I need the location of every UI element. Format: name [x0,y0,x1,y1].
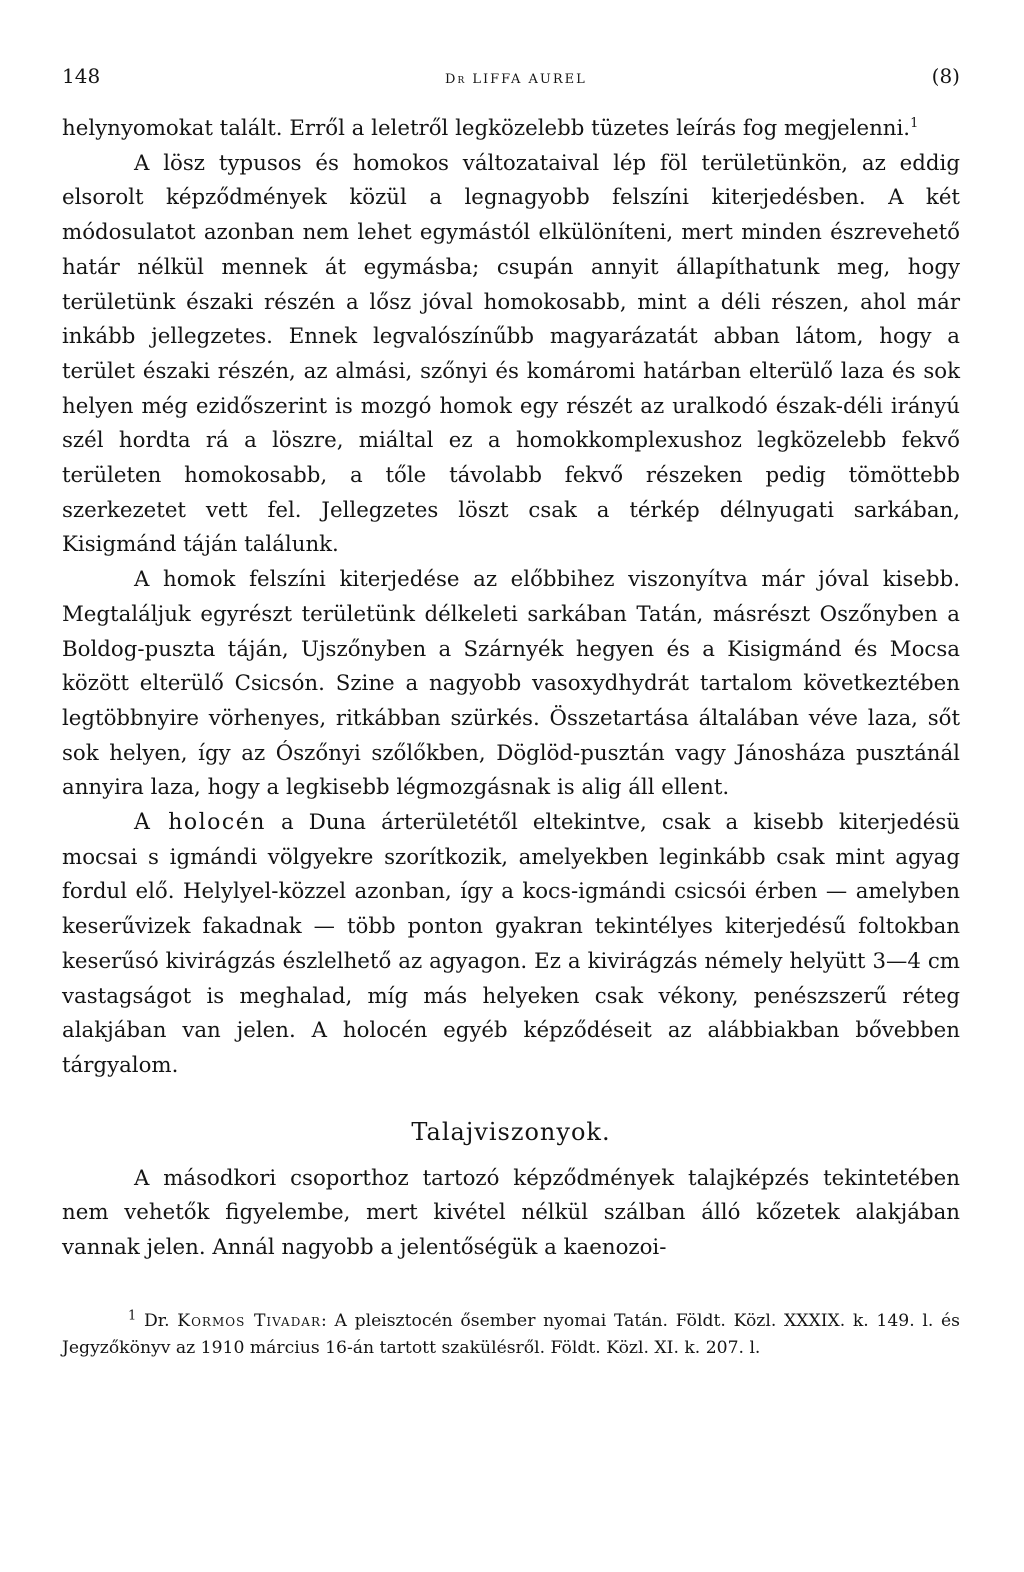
page-number: 148 [62,64,101,88]
page-header [62,58,960,94]
section-paragraph: A másodkori csoporthoz tartozó képződmények talajképzés tekintetében nem vehetők figyelembe, mert kivétel nélkül szálban álló kőzetek alakjában vannak jelen. Annál nagyobb a jelentőségük a kaenozoi- [62,1165,960,1261]
book-page [62,58,960,1538]
paragraph-1-text: helynyomokat talált. Erről a leletről legközelebb tüzetes leírás fog megjelenni. [62,116,911,141]
footnote-marker: 1 [128,1308,137,1324]
section-number: (8) [931,64,960,88]
body-text [62,112,960,1266]
footnote-text: : A pleisztocén ősember nyomai Tatán. Földt. Közl. XXXIX. k. 149. l. és Jegyzőkönyv az 1910 március 16-án tartott szakülésről. Földt. Közl. XI. k. 207. l. [62,1310,960,1358]
paragraph-1 [62,112,960,147]
paragraph-3: A homok felszíni kiterjedése az előbbihez viszonyítva már jóval kisebb. Megtaláljuk egyrészt területünk délkeleti sarkában Tatán, másrészt Oszőnyben a Boldog-puszta táján, Ujszőnyben a Szárnyék hegyen és a Kisigmánd és Mocsa között elterülő Csicsón. Szine a nagyobb vasoxydhydrát tartalom következtében legtöbbnyire vörhenyes, ritkábban szürkés. Összetartása általában véve laza, sőt sok helyen, így az Ószőnyi szőlőkben, Döglöd-pusztán vagy Jánosháza pusztánál annyira laza, hogy a legkisebb légmozgásnak is alig áll ellent. [62,567,960,801]
paragraph-4-text: a Duna árterületétől eltekintve, csak a kisebb kiterjedésü mocsai s igmándi völgyekre szorítkozik, amelyekben leginkább csak mint agyag fordul elő. Helylyel-közzel azonban, így a kocs-igmándi csicsói érben — amelyben keserűvizek fakadnak — több ponton gyakran tekintélyes kiterjedésű foltokban keserűsó kivirágzás észlelhető az agyagon. Ez a kivirágzás némely helyütt 3—4 cm vastagságot is meghalad, míg más helyeken csak vékony, penészszerű réteg alakjában van jelen. A holocén egyéb képződéseit az alábbiakban bővebben tárgyalom. [62,810,960,1078]
paragraph-4 [62,806,960,1084]
paragraph-2: A lösz typusos és homokos változataival lép föl területünkön, az eddig elsorolt képződmények közül a legnagyobb felszíni kiterjedésben. A két módosulatot azonban nem lehet egymástól elkülöníteni, mert minden észrevehető határ nélkül mennek át egymásba; csupán annyit állapíthatunk meg, hogy területünk északi részén a lősz jóval homokosabb, mint a déli részen, ahol már inkább jellegzetes. Ennek legvalószínűbb magyarázatát abban látom, hogy a terület északi részén, az almási, szőnyi és komáromi határban elterülő laza és sok helyen még ezidőszerint is mozgó homok egy részét az uralkodó észak-déli irányú szél hordta rá a löszre, miáltal ez a homokkomplexushoz legközelebb fekvő területen homokosabb, a tőle távolabb fekvő részeken pedig tömöttebb szerkezetet vett fel. Jellegzetes löszt csak a térkép délnyugati sarkában, Kisigmánd táján találunk. [62,150,960,558]
holocen-term: A holocén [134,810,266,836]
footnote-author-prefix: Dr. [143,1310,170,1331]
footnote [62,1308,960,1362]
footnote-author: Kormos Tivadar [177,1310,322,1331]
footnote-reference: 1 [910,115,919,131]
section-heading: Talajviszonyok. [411,1117,611,1146]
running-title: Dr LIFFA AUREL [445,72,587,87]
